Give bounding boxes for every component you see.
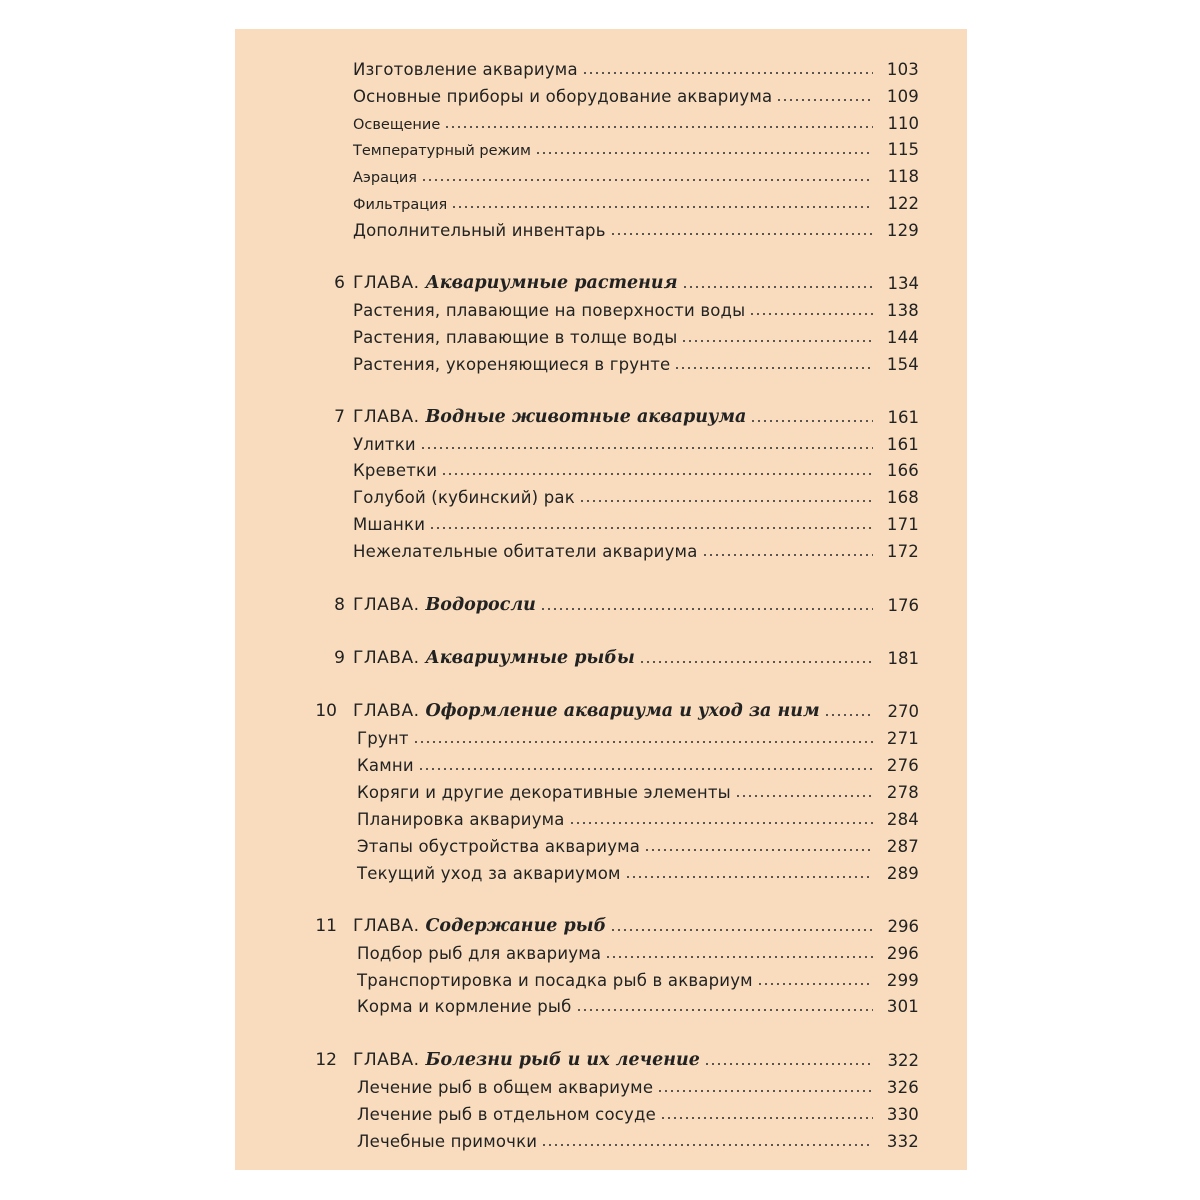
dot-leader (749, 313, 873, 315)
page-number: 161 (887, 408, 919, 427)
toc-entry-row (353, 216, 919, 240)
entry-title: Дополнительный инвентарь (353, 221, 606, 240)
chapter-heading (353, 407, 746, 427)
chapter-number: 12 (315, 1050, 337, 1070)
page-number: 161 (886, 435, 919, 454)
page-number: 122 (887, 194, 919, 213)
entry-title: Лечебные примочки (357, 1132, 538, 1151)
entry-title: Голубой (кубинский) рак (353, 488, 575, 507)
dot-leader (625, 876, 873, 878)
page-number: 129 (886, 221, 919, 240)
chapter-title: Оформление аквариума и уход за ним (425, 701, 820, 721)
page-number: 118 (887, 167, 919, 186)
entry-title: Улитки (353, 435, 416, 454)
entry-title: Изготовление аквариума (353, 60, 578, 79)
chapter-heading (353, 1050, 700, 1070)
dot-leader (750, 420, 873, 422)
entry-title: Корма и кормление рыб (357, 997, 572, 1016)
page-number: 322 (887, 1051, 919, 1070)
toc-entry-row (357, 832, 919, 856)
toc-entry-row (357, 939, 919, 963)
chapter-number: 7 (334, 407, 345, 427)
chapter-number: 10 (315, 701, 337, 721)
dot-leader (610, 233, 873, 235)
dot-leader (639, 661, 873, 663)
toc-entry-row (353, 296, 919, 320)
toc-entry-row (353, 430, 919, 454)
page-number: 172 (886, 542, 919, 561)
page-number: 276 (886, 756, 919, 775)
dot-leader (569, 822, 873, 824)
page-number: 326 (886, 1078, 919, 1097)
dot-leader (610, 929, 873, 931)
page-number: 332 (886, 1132, 919, 1151)
toc-chapter-row (315, 1046, 919, 1070)
chapter-number: 11 (315, 916, 337, 936)
entry-title: Растения, укореняющиеся в грунте (353, 355, 671, 374)
entry-title: Планировка аквариума (357, 810, 565, 829)
chapter-label: ГЛАВА. (353, 1050, 420, 1070)
dot-leader (757, 983, 873, 985)
entry-title: Грунт (357, 729, 409, 748)
dot-leader (682, 286, 873, 288)
entry-title: Мшанки (353, 515, 426, 534)
dot-leader (441, 473, 873, 475)
toc-entry-row (353, 162, 919, 186)
page-number: 168 (886, 488, 919, 507)
chapter-number: 8 (334, 595, 345, 615)
dot-leader (579, 500, 873, 502)
toc-chapter-row (334, 644, 919, 668)
chapter-title: Водные животные аквариума (425, 407, 747, 427)
chapter-label: ГЛАВА. (353, 916, 420, 936)
page-number: 144 (886, 328, 919, 347)
page-number: 284 (886, 810, 919, 829)
page-number: 109 (886, 87, 919, 106)
page-number: 330 (886, 1105, 919, 1124)
book-page (235, 29, 967, 1170)
dot-leader (660, 1117, 873, 1119)
dot-leader (421, 179, 873, 181)
dot-leader (674, 367, 873, 369)
dot-leader (418, 768, 873, 770)
entry-title: Креветки (353, 461, 438, 480)
toc-entry-row (353, 350, 919, 374)
dot-leader (429, 527, 873, 529)
page-number: 181 (887, 649, 919, 668)
dot-leader (451, 206, 873, 208)
entry-title: Подбор рыб для аквариума (357, 944, 602, 963)
page-number: 134 (887, 274, 919, 293)
entry-title: Фильтрация (353, 197, 448, 213)
chapter-heading (353, 595, 536, 615)
toc-chapter-row (315, 697, 919, 721)
entry-title: Растения, плавающие на поверхности воды (353, 301, 746, 320)
toc-entry-row (353, 537, 919, 561)
toc-entry-row (353, 135, 919, 159)
toc-entry-row (357, 778, 919, 802)
chapter-heading (353, 701, 820, 721)
toc-entry-row (357, 751, 919, 775)
entry-title: Растения, плавающие в толще воды (353, 328, 678, 347)
chapter-label: ГЛАВА. (353, 273, 420, 293)
toc-entry-row (357, 859, 919, 883)
chapter-heading (353, 273, 678, 293)
chapter-title: Водоросли (425, 595, 536, 615)
dot-leader (420, 447, 873, 449)
entry-title: Нежелательные обитатели аквариума (353, 542, 698, 561)
toc-entry-row (353, 82, 919, 106)
entry-title: Транспортировка и посадка рыб в аквариум (357, 971, 753, 990)
page-number: 296 (887, 917, 919, 936)
toc-entry-row (357, 1073, 919, 1097)
toc-entry-row (353, 189, 919, 213)
dot-leader (735, 795, 873, 797)
entry-title: Камни (357, 756, 414, 775)
dot-leader (681, 340, 873, 342)
dot-leader (644, 849, 873, 851)
toc-chapter-row (334, 403, 919, 427)
entry-title: Этапы обустройства аквариума (357, 837, 641, 856)
dot-leader (444, 126, 873, 128)
dot-leader (541, 1144, 873, 1146)
entry-title: Коряги и другие декоративные элементы (357, 783, 731, 802)
entry-title: Основные приборы и оборудование аквариума (353, 87, 773, 106)
page-number: 154 (886, 355, 919, 374)
page-number: 110 (887, 114, 919, 133)
dot-leader (605, 956, 873, 958)
chapter-label: ГЛАВА. (353, 595, 420, 615)
chapter-heading (353, 916, 606, 936)
entry-title: Лечение рыб в отдельном сосуде (357, 1105, 656, 1124)
toc-entry-row (357, 805, 919, 829)
chapter-title: Содержание рыб (425, 916, 607, 936)
toc-entry-row (353, 109, 919, 133)
dot-leader (576, 1009, 873, 1011)
page-number: 115 (887, 140, 919, 159)
toc-chapter-row (315, 912, 919, 936)
dot-leader (535, 152, 873, 154)
page-number: 296 (886, 944, 919, 963)
chapter-heading (353, 648, 635, 668)
toc-entry-row (357, 966, 919, 990)
table-of-contents (235, 29, 967, 1170)
toc-entry-row (353, 323, 919, 347)
entry-title: Температурный режим (353, 143, 531, 159)
chapter-title: Болезни рыб и их лечение (425, 1050, 700, 1070)
dot-leader (702, 554, 873, 556)
chapter-number: 9 (334, 648, 345, 668)
dot-leader (657, 1090, 873, 1092)
page-number: 176 (887, 596, 919, 615)
toc-entry-row (353, 55, 919, 79)
entry-title: Освещение (353, 117, 441, 133)
toc-chapter-row (334, 269, 919, 293)
page-number: 287 (886, 837, 919, 856)
dot-leader (824, 714, 873, 716)
page-number: 271 (886, 729, 919, 748)
page-number: 299 (886, 971, 919, 990)
entry-title: Текущий уход за аквариумом (357, 864, 621, 883)
toc-entry-row (353, 483, 919, 507)
page-number: 171 (886, 515, 919, 534)
chapter-label: ГЛАВА. (353, 407, 420, 427)
dot-leader (413, 741, 873, 743)
toc-entry-row (353, 510, 919, 534)
chapter-label: ГЛАВА. (353, 701, 420, 721)
page-number: 301 (886, 997, 919, 1016)
toc-entry-row (357, 992, 919, 1016)
page-number: 289 (886, 864, 919, 883)
toc-entry-row (357, 1100, 919, 1124)
chapter-title: Аквариумные растения (425, 273, 678, 293)
dot-leader (704, 1063, 873, 1065)
dot-leader (540, 608, 873, 610)
entry-title: Лечение рыб в общем аквариуме (357, 1078, 654, 1097)
chapter-label: ГЛАВА. (353, 648, 420, 668)
page-number: 103 (886, 60, 919, 79)
toc-entry-row (357, 724, 919, 748)
page-number: 166 (886, 461, 919, 480)
toc-entry-row (353, 456, 919, 480)
page-number: 278 (886, 783, 919, 802)
dot-leader (776, 99, 873, 101)
dot-leader (582, 72, 873, 74)
toc-entry-row (357, 1127, 919, 1151)
page-number: 270 (887, 702, 919, 721)
page-number: 138 (886, 301, 919, 320)
entry-title: Аэрация (353, 170, 417, 186)
toc-chapter-row (334, 591, 919, 615)
chapter-title: Аквариумные рыбы (425, 648, 635, 668)
chapter-number: 6 (334, 273, 345, 293)
